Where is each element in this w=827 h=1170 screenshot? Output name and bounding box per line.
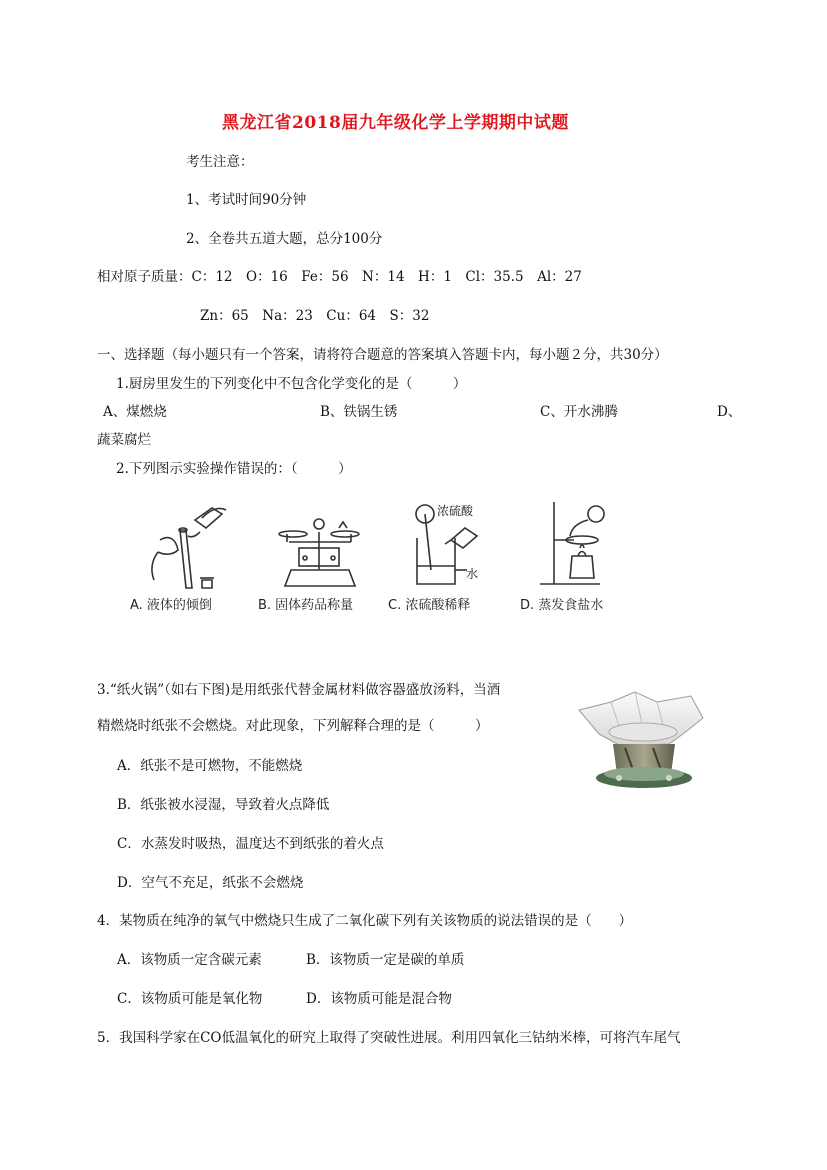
- water-label: 水: [466, 567, 479, 581]
- atomic-mass-line: Zn：65 Na：23 Cu：64 S：32: [200, 308, 430, 324]
- page-title: 黑龙江省2018届九年级化学上学期期中试题: [222, 113, 569, 133]
- option-d: D、: [717, 404, 742, 420]
- question-stem: 4．某物质在纯净的氧气中燃烧只生成了二氧化碳下列有关该物质的说法错误的是（ ）: [97, 913, 633, 929]
- paper-hotpot-image: [573, 688, 711, 794]
- notice-item: 2、全卷共五道大题，总分100分: [186, 231, 383, 247]
- option-a: A、煤燃烧: [103, 404, 167, 420]
- option-b: B．该物质一定是碳的单质: [306, 952, 465, 968]
- option-c: C．该物质可能是氧化物: [117, 991, 263, 1007]
- option-a: A．纸张不是可燃物，不能燃烧: [117, 758, 303, 774]
- option-d-continued: 蔬菜腐烂: [97, 432, 151, 448]
- option-d: D．空气不充足，纸张不会燃烧: [117, 875, 304, 891]
- atomic-mass-line: 相对原子质量：C：12 O：16 Fe：56 N：14 H：1 Cl：35.5 Al：27: [97, 269, 582, 285]
- figure-label-c: C. 浓硫酸稀释: [388, 598, 471, 613]
- question-stem: 2.下列图示实验操作错误的：（ ）: [116, 461, 352, 477]
- notice-heading: 考生注意：: [186, 154, 254, 170]
- option-c: C．水蒸发时吸热，温度达不到纸张的着火点: [117, 836, 384, 852]
- option-b: B．纸张被水浸湿，导致着火点降低: [117, 797, 330, 813]
- option-b: B、铁锅生锈: [320, 404, 398, 420]
- figure-label-d: D. 蒸发食盐水: [520, 598, 604, 613]
- section-heading: 一、选择题（每小题只有一个答案，请将符合题意的答案填入答题卡内，每小题２分，共30分）: [97, 347, 668, 363]
- figure-evaporation: [530, 496, 620, 592]
- notice-item: 1、考试时间90分钟: [186, 192, 307, 208]
- option-c: C、开水沸腾: [540, 404, 618, 420]
- figure-balance: [265, 508, 375, 594]
- acid-label: 浓硫酸: [437, 504, 474, 518]
- option-a: A．该物质一定含碳元素: [117, 952, 262, 968]
- question-stem: 3.“纸火锅”（如右下图)是用纸张代替金属材料做容器盛放汤料，当酒: [97, 682, 501, 698]
- question-stem: 精燃烧时纸张不会燃烧。对此现象，下列解释合理的是（ ）: [97, 718, 489, 734]
- figure-liquid-pouring: [140, 500, 250, 592]
- question-stem: 1.厨房里发生的下列变化中不包含化学变化的是（ ）: [116, 376, 467, 392]
- option-d: D．该物质可能是混合物: [306, 991, 452, 1007]
- figure-label-a: A. 液体的倾倒: [130, 598, 212, 613]
- figure-label-b: B. 固体药品称量: [258, 598, 354, 613]
- question-stem: 5．我国科学家在CO低温氧化的研究上取得了突破性进展。利用四氧化三钴纳米棒，可将汽车尾气: [97, 1030, 681, 1046]
